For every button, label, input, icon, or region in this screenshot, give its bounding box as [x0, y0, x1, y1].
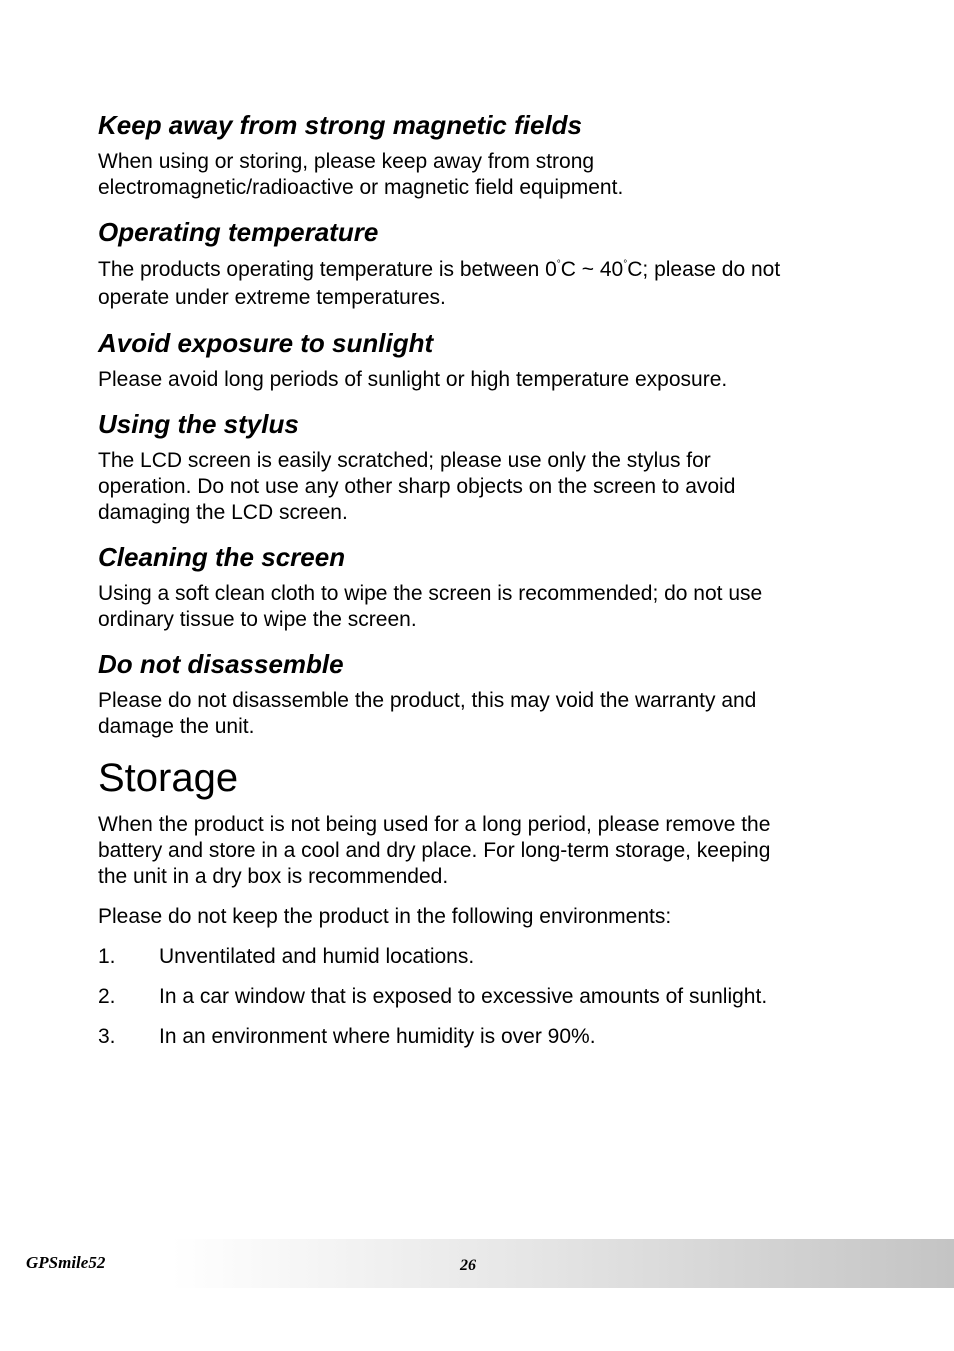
- list-text: In a car window that is exposed to excessive amounts of sunlight.: [159, 985, 768, 1008]
- degree-symbol: °: [556, 259, 561, 270]
- page-footer: [0, 1239, 954, 1288]
- list-number: 2.: [98, 985, 116, 1008]
- para-operating-temperature: The products operating temperature is between 0°C ~ 40°C; please do not operate under extreme temperatures.: [98, 258, 781, 309]
- degree-symbol: °: [623, 259, 628, 270]
- list-item: [98, 984, 858, 1010]
- heading-operating-temperature: Operating temperature: [98, 217, 379, 247]
- heading-disassemble: Do not disassemble: [98, 649, 344, 679]
- heading-storage: Storage: [98, 756, 239, 800]
- heading-magnetic-fields: Keep away from strong magnetic fields: [98, 110, 583, 140]
- para-stylus: The LCD screen is easily scratched; please use only the stylus for operation. Do not use any other sharp objects on the screen to avoid damaging the LCD screen.: [98, 449, 736, 524]
- list-number: 3.: [98, 1025, 116, 1048]
- storage-environment-list: [98, 944, 858, 1050]
- list-item: [98, 1024, 858, 1050]
- heading-cleaning-screen: Cleaning the screen: [98, 542, 346, 572]
- heading-stylus: Using the stylus: [98, 409, 299, 439]
- list-item: [98, 944, 858, 970]
- para-storage-environments: Please do not keep the product in the following environments:: [98, 905, 672, 928]
- list-text: Unventilated and humid locations.: [159, 945, 475, 968]
- list-text: In an environment where humidity is over 90%.: [159, 1025, 596, 1048]
- para-magnetic-fields: When using or storing, please keep away from strong electromagnetic/radioactive or magnetic field equipment.: [98, 150, 624, 199]
- manual-page-content: [98, 108, 858, 1064]
- para-storage-intro: When the product is not being used for a long period, please remove the battery and store in a cool and dry place. For long-term storage, keeping the unit in a dry box is recommended.: [98, 813, 771, 888]
- para-cleaning-screen: Using a soft clean cloth to wipe the screen is recommended; do not use ordinary tissue to wipe the screen.: [98, 582, 763, 631]
- para-sunlight: Please avoid long periods of sunlight or high temperature exposure.: [98, 368, 728, 391]
- list-number: 1.: [98, 945, 116, 968]
- page-number: 26: [460, 1257, 476, 1274]
- para-disassemble: Please do not disassemble the product, this may void the warranty and damage the unit.: [98, 689, 757, 738]
- footer-product-name: GPSmile52: [26, 1253, 106, 1272]
- heading-sunlight: Avoid exposure to sunlight: [98, 328, 434, 358]
